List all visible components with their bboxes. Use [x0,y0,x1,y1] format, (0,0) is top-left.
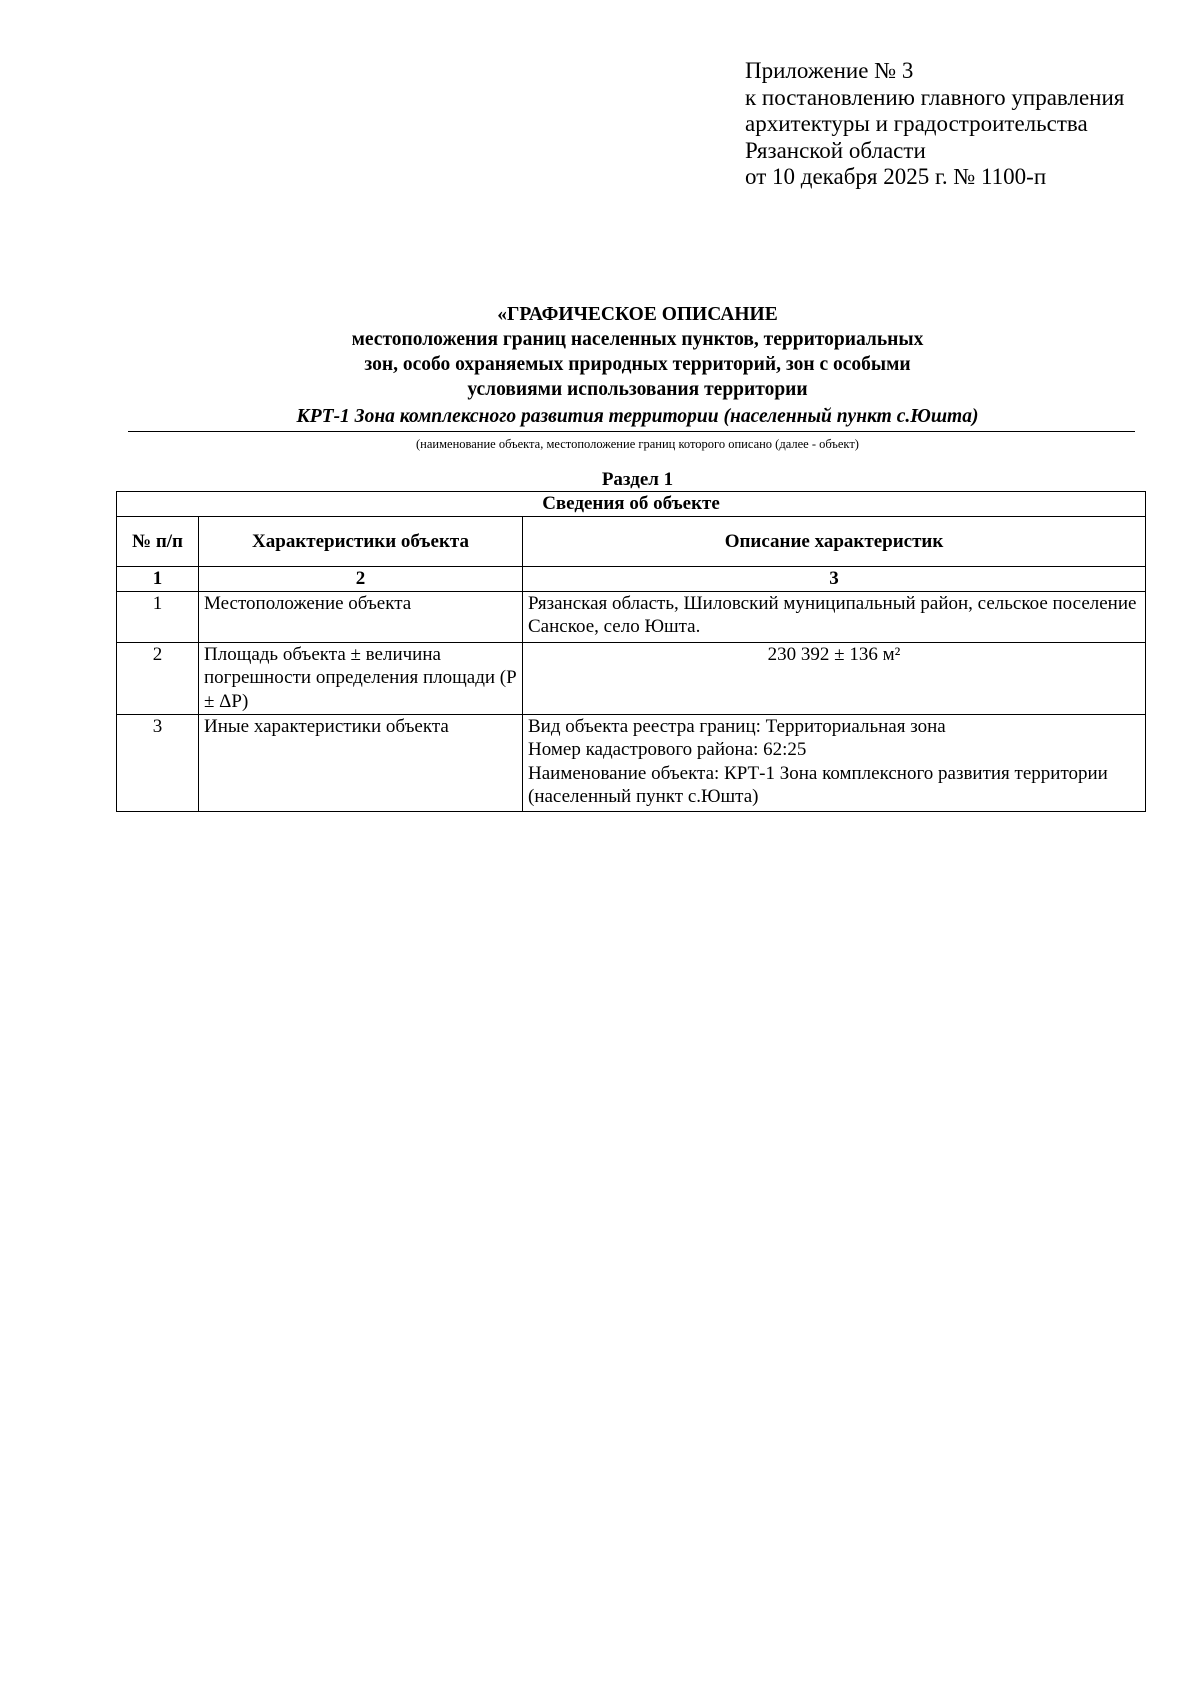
row-description [523,714,1146,811]
row-characteristic: Иные характеристики объекта [199,714,523,811]
header-description: Описание характеристик [523,517,1146,567]
appendix-header [745,58,1124,191]
row-number: 3 [117,714,199,811]
title-line: зон, особо охраняемых природных территорий, зон с особыми [364,354,911,375]
row-characteristic: Местоположение объекта [199,591,523,642]
object-name: КРТ-1 Зона комплексного развития территории (населенный пункт с.Юшта) [296,406,979,427]
title-line: местоположения границ населенных пунктов, территориальных [351,329,924,350]
row-characteristic: Площадь объекта ± величина погрешности определения площади (P ± ΔP) [199,642,523,714]
column-number: 2 [199,567,523,592]
object-name-caption: (наименование объекта, местоположение границ которого описано (далее - объект) [416,437,859,451]
appendix-line: Приложение № 3 [745,58,914,83]
description-line: Вид объекта реестра границ: Территориальная зона [528,715,946,737]
header-number-label: № п/п [131,530,184,552]
header-number [117,517,199,567]
table-caption: Сведения об объекте [117,492,1146,517]
header-characteristic: Характеристики объекта [199,517,523,567]
row-description: 230 392 ± 136 м² [523,642,1146,714]
title-line: условиями использования территории [467,379,808,400]
appendix-line: от 10 декабря 2025 г. № 1100-п [745,164,1047,189]
document-title [120,302,1155,402]
table-row [117,714,1146,811]
table-row [117,591,1146,642]
title-line: «ГРАФИЧЕСКОЕ ОПИСАНИЕ [497,304,778,325]
appendix-line: к постановлению главного управления [745,84,1125,110]
appendix-line: Рязанской области [745,137,926,163]
row-number: 1 [117,591,199,642]
section-title: Раздел 1 [601,469,674,490]
description-line: Наименование объекта: КРТ-1 Зона комплексного развития территории (населенный пункт с.Юшта) [528,762,1108,807]
object-info-table [116,491,1146,812]
row-number: 2 [117,642,199,714]
underline-divider [128,431,1135,432]
row-description: Рязанская область, Шиловский муниципальный район, сельское поселение Санское, село Юшта. [523,591,1146,642]
table-row [117,642,1146,714]
description-line: Номер кадастрового района: 62:25 [528,739,807,760]
appendix-line: архитектуры и градостроительства [745,111,1088,136]
column-number: 3 [523,567,1146,592]
column-number: 1 [117,567,199,592]
